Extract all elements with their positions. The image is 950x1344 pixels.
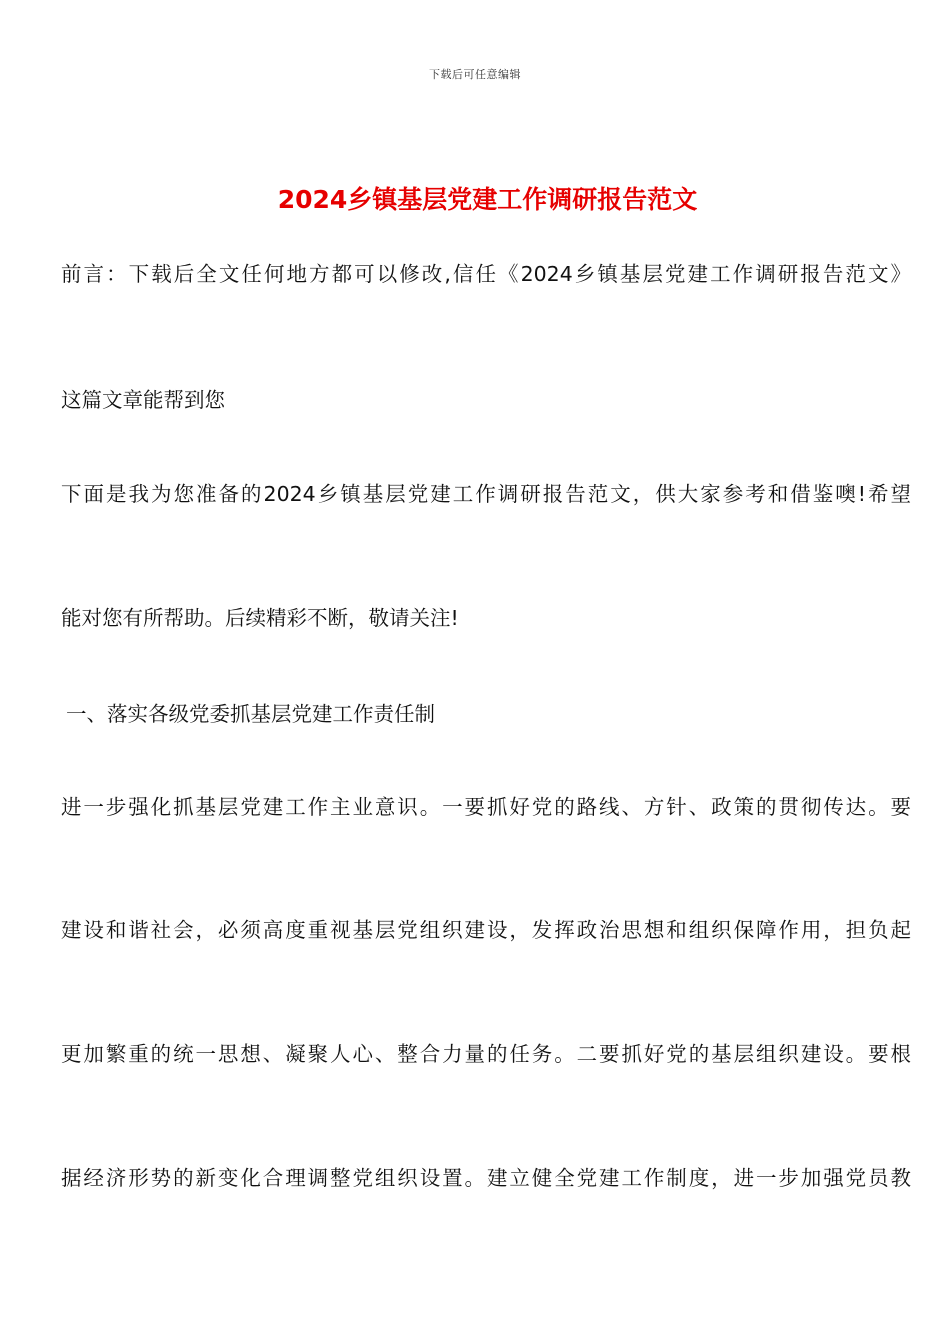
body-paragraph-line: 建设和谐社会，必须高度重视基层党组织建设，发挥政治思想和组织保障作用，担负起 (61, 918, 911, 942)
header-note: 下载后可任意编辑 (429, 68, 521, 81)
preface-line-continued: 这篇文章能帮到您 (61, 388, 225, 412)
document-title: 2024乡镇基层党建工作调研报告范文 (277, 185, 698, 214)
intro-line: 下面是我为您准备的2024乡镇基层党建工作调研报告范文，供大家参考和借鉴噢!希望 (61, 482, 911, 506)
body-paragraph-line: 进一步强化抓基层党建工作主业意识。一要抓好党的路线、方针、政策的贯彻传达。要 (61, 795, 911, 819)
body-paragraph-line: 据经济形势的新变化合理调整党组织设置。建立健全党建工作制度，进一步加强党员教 (61, 1166, 911, 1190)
body-paragraph-line: 更加繁重的统一思想、凝聚人心、整合力量的任务。二要抓好党的基层组织建设。要根 (61, 1042, 911, 1066)
preface-line: 前言：下载后全文任何地方都可以修改,信任《2024乡镇基层党建工作调研报告范文》 (61, 262, 911, 286)
intro-line-continued: 能对您有所帮助。后续精彩不断，敬请关注! (61, 606, 459, 630)
section-heading: 一、落实各级党委抓基层党建工作责任制 (66, 702, 435, 726)
